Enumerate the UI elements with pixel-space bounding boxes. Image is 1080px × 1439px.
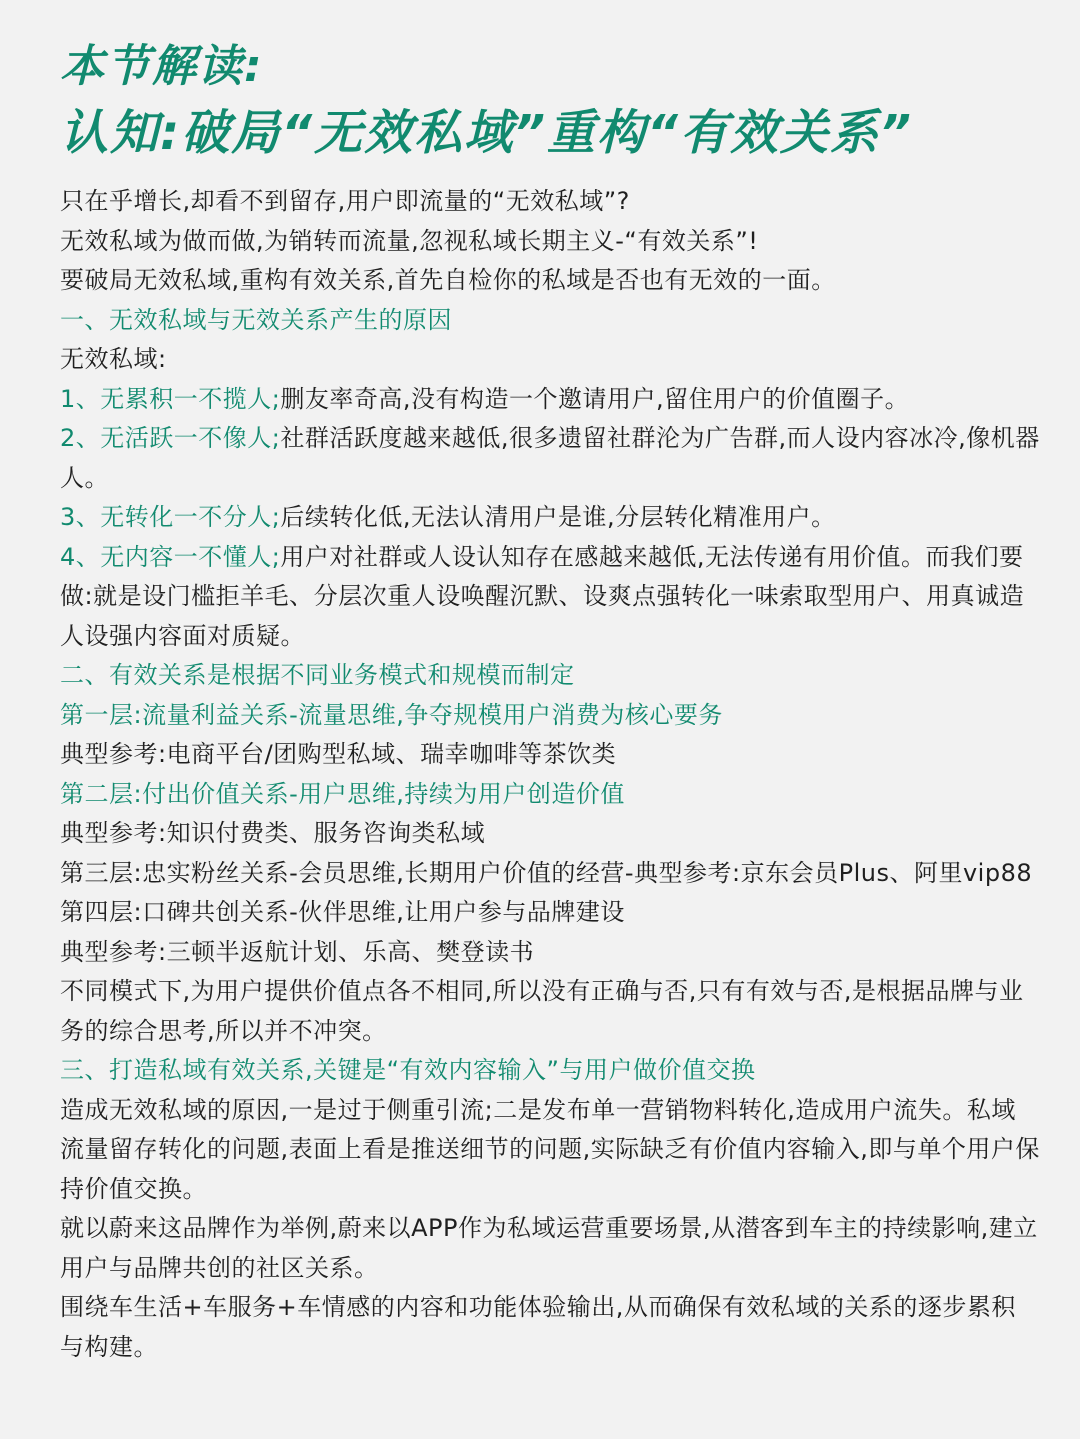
list-item-3 <box>60 498 1040 538</box>
section-heading: 本节解读: <box>60 41 264 92</box>
models-summary: 不同模式下,为用户提供价值点各不相同,所以没有正确与否,只有有效与否,是根据品牌与业务的综合思考,所以并不冲突。 <box>60 977 1024 1045</box>
section-1-heading: 一、无效私域与无效关系产生的原因 <box>60 305 452 334</box>
level-2-examples: 典型参考:知识付费类、服务咨询类私域 <box>60 819 486 847</box>
body-line-1: 只在乎增长,却看不到留存,用户即流量的“无效私域”? <box>60 187 630 215</box>
list-item-2-rest: 社群活跃度越来越低,很多遗留社群沦为广告群,而人设内容冰冷,像机器人。 <box>60 424 1040 492</box>
list-item-3-rest: 后续转化低,无法认清用户是谁,分层转化精准用户。 <box>280 503 836 531</box>
section-2-heading: 二、有效关系是根据不同业务模式和规模而制定 <box>60 661 575 689</box>
list-item-4-prefix: 4、无内容一不懂人; <box>60 542 281 571</box>
level-4-examples: 典型参考:三顿半返航计划、乐高、樊登读书 <box>60 937 535 966</box>
list-item-3-prefix: 3、无转化一不分人; <box>60 503 281 531</box>
level-2-heading: 第二层:付出价值关系-用户思维,持续为用户创造价值 <box>60 779 625 808</box>
level-1-heading: 第一层:流量利益关系-流量思维,争夺规模用户消费为核心要务 <box>60 700 723 729</box>
list-item-1-prefix: 1、无累积一不揽人; <box>60 384 281 413</box>
nio-example-paragraph: 就以蔚来这品牌作为举例,蔚来以APP作为私域运营重要场景,从潜客到车主的持续影响,建立用户与品牌共创的社区关系。 <box>60 1214 1038 1282</box>
closing-paragraph: 围绕车生活+车服务+车情感的内容和功能体验输出,从而确保有效私域的关系的逐步累积与构建。 <box>60 1293 1016 1361</box>
list-item-2-prefix: 2、无活跃一不像人; <box>60 424 281 452</box>
causes-paragraph: 造成无效私域的原因,一是过于侧重引流;二是发布单一营销物料转化,造成用户流失。私域流量留存转化的问题,表面上看是推送细节的问题,实际缺乏有价值内容输入,即与单个用户保持价值交换。 <box>60 1095 1040 1203</box>
body-line-2: 无效私域为做而做,为销转而流量,忽视私域长期主义-“有效关系”! <box>60 226 759 255</box>
list-item-2 <box>60 419 1040 498</box>
subheading-invalid-private-domain: 无效私域: <box>60 345 167 373</box>
list-item-4-rest: 用户对社群或人设认知存在感越来越低,无法传递有用价值。而我们要做:就是设门槛拒羊毛、分层次重人设唤醒沉默、设爽点强转化一味索取型用户、用真诚造人设强内容面对质疑。 <box>60 542 1025 650</box>
level-4-heading: 第四层:口碑共创关系-伙伴思维,让用户参与品牌建设 <box>60 898 625 926</box>
level-1-examples: 典型参考:电商平台/团购型私域、瑞幸咖啡等茶饮类 <box>60 740 617 768</box>
page-title: 认知:破局“无效私域”重构“有效关系” <box>60 105 913 161</box>
list-item-1-rest: 删友率奇高,没有构造一个邀请用户,留住用户的价值圈子。 <box>280 384 910 413</box>
article-body <box>60 182 1040 1367</box>
level-3-heading: 第三层:忠实粉丝关系-会员思维,长期用户价值的经营-典型参考:京东会员Plus、阿里vip88 <box>60 858 1033 887</box>
list-item-1 <box>60 380 1040 420</box>
section-3-heading: 三、打造私域有效关系,关键是“有效内容输入”与用户做价值交换 <box>60 1056 756 1084</box>
body-line-3: 要破局无效私域,重构有效关系,首先自检你的私域是否也有无效的一面。 <box>60 266 836 294</box>
list-item-4 <box>60 538 1040 657</box>
